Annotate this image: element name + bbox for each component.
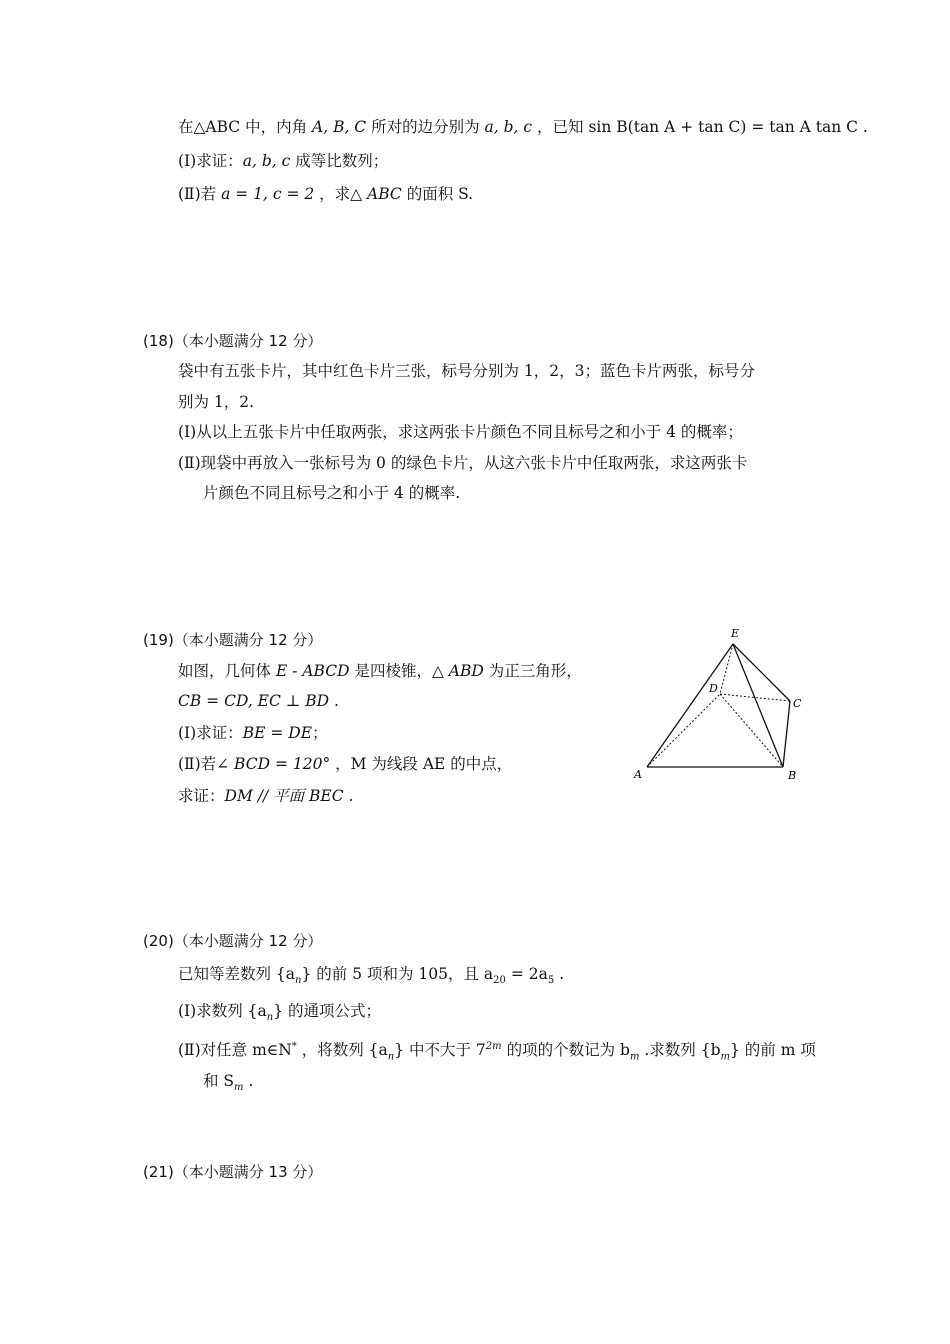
q18-header: (18)（本小题满分 12 分） [143, 332, 323, 350]
q19-line1-tri: ABD [448, 662, 484, 680]
q19-line1-solid: E - ABCD [275, 662, 350, 680]
q17-stem-sides: a, b, c [484, 118, 533, 136]
q18-line1: 袋中有五张卡片，其中红色卡片三张，标号分别为 1，2，3；蓝色卡片两张，标号分 [178, 362, 756, 380]
q20-part2-mid2: } 中不大于 7 [394, 1041, 486, 1060]
q20-part2-mid3: 的项的个数记为 b [501, 1041, 630, 1060]
q20-part1-end: } 的通项公式； [273, 1002, 381, 1020]
q18-line2: 别为 1，2. [178, 393, 255, 411]
edge-ed [720, 644, 733, 694]
q17-stem-end: . [858, 118, 868, 136]
q20-part2-sub3: m [720, 1051, 730, 1063]
q17-part2-mid: ，求△ [314, 185, 368, 203]
q20-part2 [178, 1036, 816, 1068]
q20-line1-sub3: 5 [547, 975, 555, 987]
label-e: E [731, 627, 740, 640]
label-b: B [788, 769, 797, 782]
q20-part2-line2-pre: 和 S [203, 1072, 235, 1090]
q19-part1-expr: BE = DE [242, 724, 313, 742]
q19-line1 [178, 660, 582, 682]
pyramid-svg [625, 622, 815, 787]
q17-part2-end: 的面积 S. [401, 185, 474, 203]
pyramid-figure [625, 622, 815, 787]
q19-part2-angle: BCD = 120° [234, 755, 331, 773]
q20-part2-sub2: m [629, 1051, 640, 1063]
label-a: A [634, 768, 642, 781]
q20-line1 [178, 963, 564, 992]
q19-part1-label: (Ⅰ)求证： [178, 724, 243, 742]
q19-part3 [178, 785, 353, 807]
q19-header: (19)（本小题满分 12 分） [143, 631, 323, 649]
q17-part1 [178, 150, 388, 172]
q17-part2 [178, 183, 473, 205]
q20-part2-line2-end: . [243, 1072, 254, 1090]
q20-line1-pre: 已知等差数列 {a [178, 965, 296, 983]
q20-line1-sub2: 20 [493, 975, 506, 987]
q20-part2-sup: * [291, 1041, 297, 1052]
q20-part2-line2-sub: m [234, 1082, 244, 1094]
edge-ec [733, 644, 790, 701]
q18-part2-line2: 片颜色不同且标号之和小于 4 的概率. [203, 484, 461, 502]
q17-stem-mid: 所对的边分别为 [366, 118, 485, 136]
q20-part2-sub: n [387, 1051, 395, 1063]
q19-part3-expr: DM // 平面 BEC . [224, 787, 354, 805]
q20-line1-mid2: = 2a [505, 965, 548, 983]
q19-part2-pre: (Ⅱ)若∠ [178, 755, 235, 773]
q20-header: (20)（本小题满分 12 分） [143, 932, 323, 950]
q17-stem [178, 116, 868, 138]
edge-ad [647, 694, 720, 767]
q20-line1-sub: n [295, 975, 302, 987]
q17-stem-mid2: ，已知 [532, 118, 589, 136]
q19-part1 [178, 722, 328, 744]
q17-part1-expr: a, b, c [242, 152, 291, 170]
q20-part2-mid4: .求数列 {b [639, 1041, 721, 1060]
q20-part2-sup2: 2m [485, 1041, 502, 1052]
q20-part2-end: } 的前 m 项 [729, 1041, 816, 1060]
q20-line1-mid: } 的前 5 项和为 105，且 a [301, 965, 494, 983]
q20-part2-mid: ，将数列 {a [296, 1041, 388, 1060]
q19-line1-pre: 如图，几何体 [178, 662, 276, 680]
q17-part2-tri: ABC [367, 185, 402, 203]
q18-part2-line1: (Ⅱ)现袋中再放入一张标号为 0 的绿色卡片，从这六张卡片中任取两张，求这两张卡 [178, 454, 748, 472]
label-c: C [793, 697, 802, 710]
q17-stem-angles: A, B, C [312, 118, 367, 136]
q19-line2 [178, 690, 339, 712]
q20-part2-pre: (Ⅱ)对任意 [178, 1041, 253, 1060]
q20-line1-end: . [554, 965, 565, 983]
q20-part2-m: m∈N [252, 1041, 292, 1060]
q17-part2-label: (Ⅱ)若 [178, 185, 222, 203]
q21-header: (21)（本小题满分 13 分） [143, 1163, 323, 1181]
q20-part1-sub: n [266, 1012, 274, 1024]
q17-stem-pre: 在△ABC 中，内角 [178, 118, 313, 136]
edge-eb [733, 644, 783, 767]
q19-part2 [178, 753, 512, 775]
q18-part1: (Ⅰ)从以上五张卡片中任取两张，求这两张卡片颜色不同且标号之和小于 4 的概率； [178, 423, 743, 441]
q19-line1-mid: 是四棱锥，△ [349, 662, 449, 680]
q17-part1-label: (Ⅰ)求证： [178, 152, 243, 170]
q19-part2-mid: ，M 为线段 AE 的中点， [330, 755, 513, 773]
edge-db [720, 694, 783, 767]
q20-part1 [178, 1000, 381, 1029]
q19-line1-end: 为正三角形， [483, 662, 582, 680]
q20-part1-pre: (Ⅰ)求数列 {a [178, 1002, 267, 1020]
q17-part2-expr: a = 1, c = 2 [221, 185, 315, 203]
q19-part3-pre: 求证： [178, 787, 225, 805]
edge-cb [783, 701, 790, 767]
label-d: D [709, 682, 718, 695]
q17-part1-end: 成等比数列； [290, 152, 389, 170]
q17-stem-formula: sin B(tan A + tan C) = tan A tan C [588, 118, 858, 136]
q19-part1-end: ； [312, 724, 328, 742]
q19-line2-expr: CB = CD, EC ⊥ BD . [178, 692, 339, 710]
edge-ae [647, 644, 733, 767]
q20-part2-line2 [203, 1070, 253, 1099]
